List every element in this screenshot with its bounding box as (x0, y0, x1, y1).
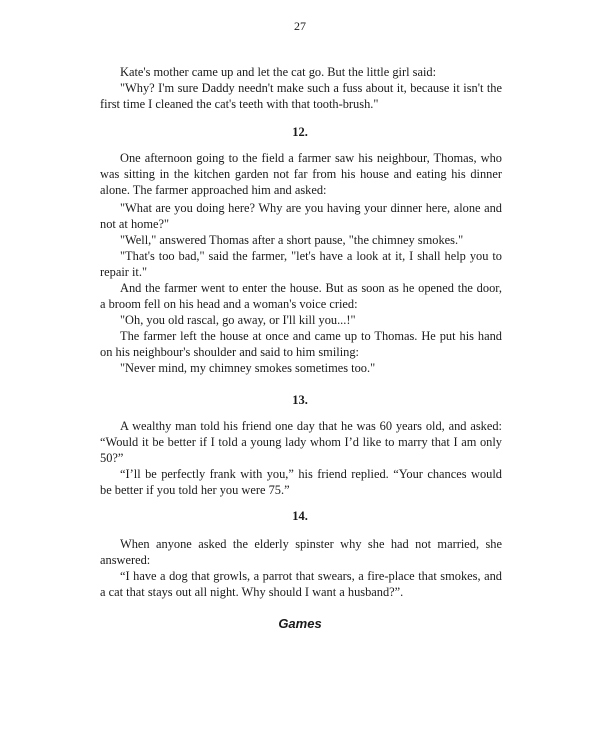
text-line: alone. The farmer approached him and asked: (100, 183, 327, 197)
story-14-paragraph-2 (100, 568, 502, 600)
story-14-heading: 14. (292, 509, 308, 523)
text-line: 50?” (100, 451, 124, 465)
story-11-ending (100, 64, 502, 112)
text-line: repair it." (100, 265, 148, 279)
text-line: "Oh, you old rascal, go away, or I'll kill you...!" (120, 313, 356, 327)
text-line: a cat that stays out all night. Why should I want a husband?”. (100, 585, 404, 599)
text-line: "Never mind, my chimney smokes sometimes too." (120, 361, 376, 375)
story-13-paragraph-2 (100, 466, 502, 498)
story-13-paragraph-1 (100, 418, 502, 466)
text-line: And the farmer went to enter the house. But as soon as he opened the door, (120, 281, 502, 295)
text-line: answered: (100, 553, 151, 567)
text-line: on his neighbour's shoulder and said to him smiling: (100, 345, 359, 359)
games-heading: Games (278, 616, 322, 631)
text-line: first time I cleaned the cat's teeth with that tooth-brush." (100, 97, 379, 111)
story-12-paragraph-2 (100, 200, 502, 248)
text-line: “I’ll be perfectly frank with you,” his friend replied. “Your chances would (120, 467, 502, 481)
text-line: "That's too bad," said the farmer, "let's have a look at it, I shall help you to (120, 249, 502, 263)
page-number: 27 (294, 19, 306, 33)
story-13-heading: 13. (292, 393, 308, 407)
text-line: not at home?" (100, 217, 170, 231)
story-12-paragraph-3 (100, 248, 502, 376)
text-line: When anyone asked the elderly spinster why she had not married, she (120, 537, 502, 551)
text-line: “Would it be better if I told a young lady whom I’d like to marry that I am only (100, 435, 502, 449)
story-14-paragraph-1 (100, 536, 502, 568)
text-line: "What are you doing here? Why are you having your dinner here, alone and (120, 201, 502, 215)
story-12-paragraph-1 (100, 150, 502, 198)
text-line: was sitting in the kitchen garden not far from his house and eating his dinner (100, 167, 502, 181)
text-line: "Well," answered Thomas after a short pause, "the chimney smokes." (120, 233, 464, 247)
text-line: a broom fell on his head and a woman's voice cried: (100, 297, 358, 311)
story-12-heading: 12. (292, 125, 308, 139)
text-line: Kate's mother came up and let the cat go. But the little girl said: (120, 65, 437, 79)
text-line: be better if you told her you were 75.” (100, 483, 290, 497)
text-line: "Why? I'm sure Daddy needn't make such a fuss about it, because it isn't the (120, 81, 502, 95)
text-line: One afternoon going to the field a farmer saw his neighbour, Thomas, who (120, 151, 502, 165)
text-line: “I have a dog that growls, a parrot that swears, a fire-place that smokes, and (120, 569, 502, 583)
text-line: A wealthy man told his friend one day that he was 60 years old, and asked: (120, 419, 502, 433)
text-line: The farmer left the house at once and came up to Thomas. He put his hand (120, 329, 502, 343)
